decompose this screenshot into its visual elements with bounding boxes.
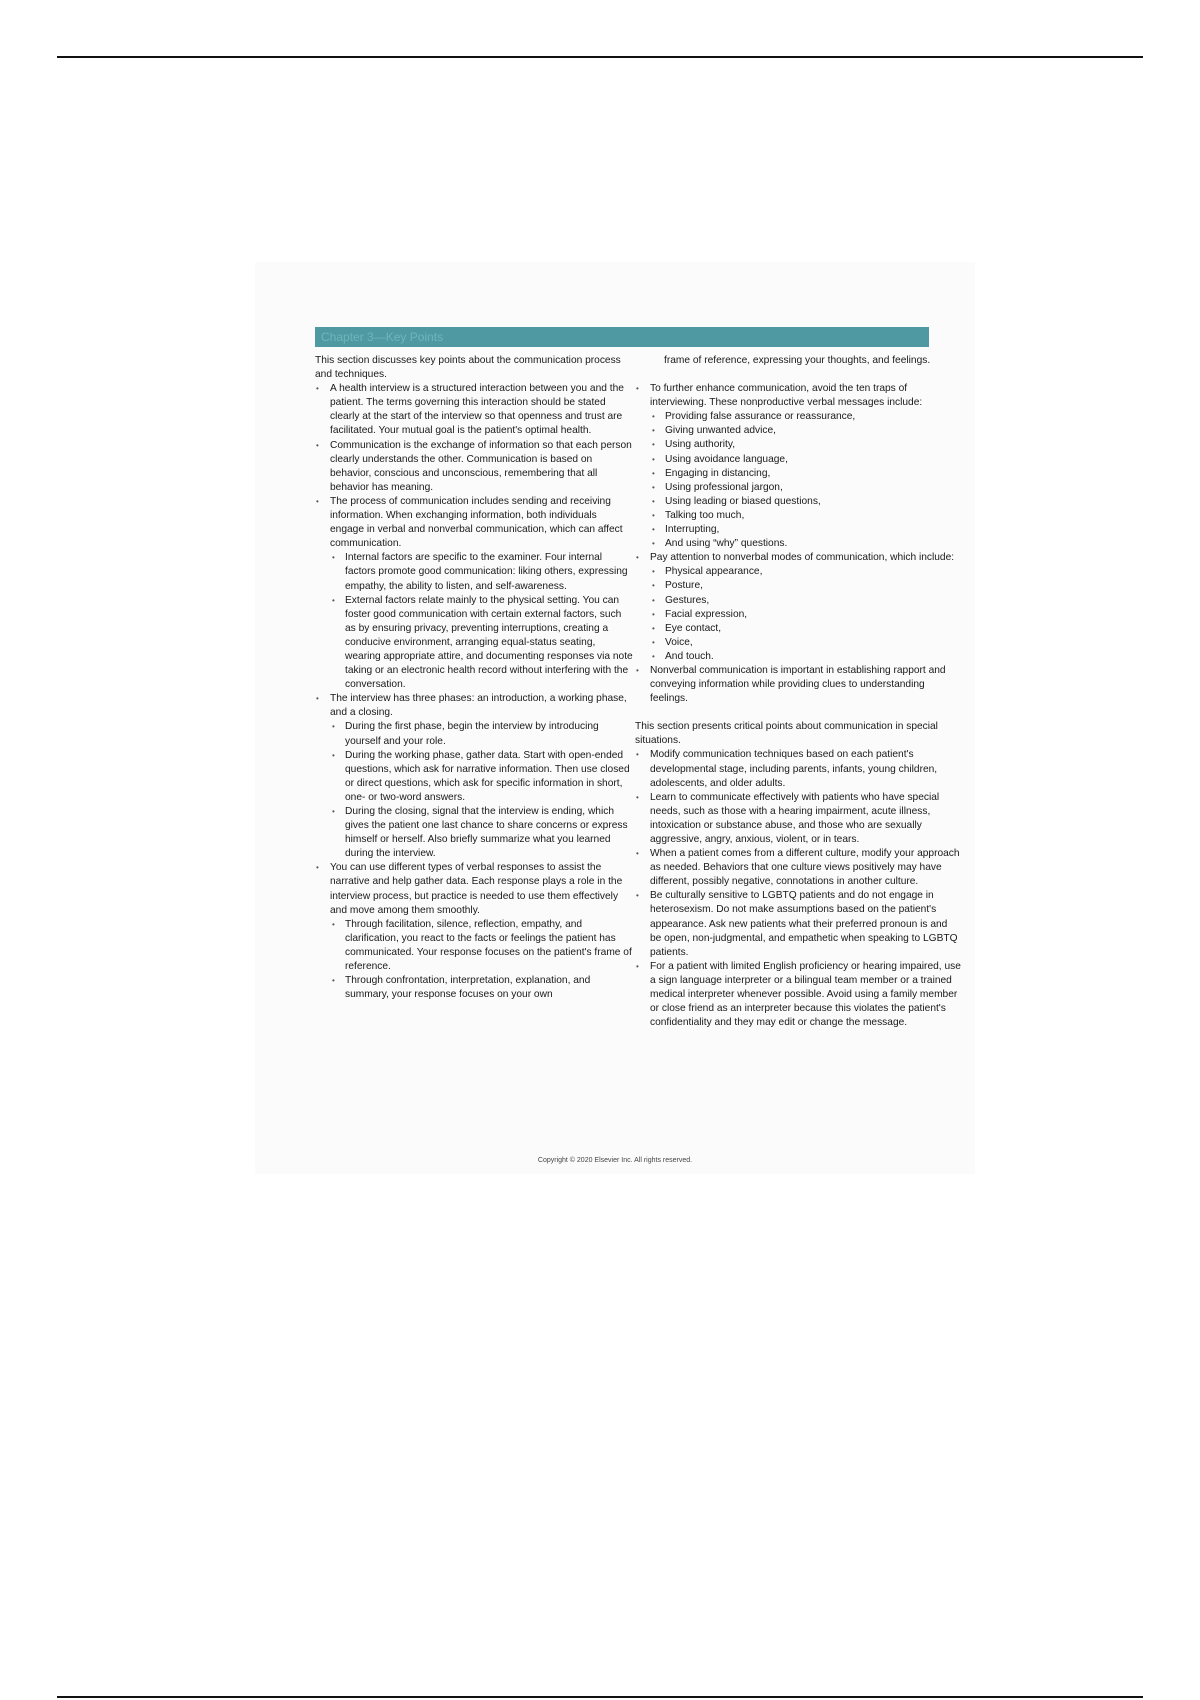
list-item: • Using leading or biased questions, (650, 495, 961, 509)
list-item: • Nonverbal communication is important in establishing rapport and conveying information while providing clues to understanding feelings. (635, 664, 961, 706)
list-item: • Talking too much, (650, 509, 961, 523)
document-page (255, 262, 975, 1174)
list-item: • Posture, (650, 579, 961, 593)
continued-text: frame of reference, expressing your thoughts, and feelings. (664, 355, 931, 366)
list-item: • When a patient comes from a different culture, modify your approach as needed. Behaviors that one culture views positively may have different, possibly negative, connotations in another culture. (635, 847, 961, 889)
special-situations-list (635, 748, 961, 1030)
list-item: • To further enhance communication, avoid the ten traps of interviewing. These nonproductive verbal messages include: • Providing false assurance or reassurance, • Giving unwanted advice, • Using authority, • Using avoidance language, • Engaging in distancing, • Using professional jargon, • Using leading or biased questions, • Talking too much, • Interrupting, • And using “why” questions. (635, 382, 961, 551)
list-item: • During the closing, signal that the interview is ending, which gives the patient one last chance to share concerns or express himself or herself. Also briefly summarize what you learned during the interview. (330, 805, 633, 861)
list-item: • A health interview is a structured interaction between you and the patient. The terms governing this interaction should be stated clearly at the start of the interview so that openness and trust are facilitated. Your mutual goal is the patient's optimal health. (315, 382, 633, 438)
nonverbal-modes-list (650, 565, 961, 664)
list-item: • And using “why” questions. (650, 537, 961, 551)
list-item: • Internal factors are specific to the examiner. Four internal factors promote good communication: liking others, expressing empathy, the ability to listen, and self-awareness. (330, 551, 633, 593)
list-item: • Modify communication techniques based on each patient's developmental stage, including parents, infants, young children, adolescents, and older adults. (635, 748, 961, 790)
list-item: • Using avoidance language, (650, 453, 961, 467)
list-item: • And touch. (650, 650, 961, 664)
list-item: • Physical appearance, (650, 565, 961, 579)
traps-list (650, 410, 961, 551)
sub-list (330, 720, 633, 861)
list-item: • Voice, (650, 636, 961, 650)
list-item: • Learn to communicate effectively with patients who have special needs, such as those with a hearing impairment, acute illness, intoxication or substance abuse, and those who are sexually aggressive, angry, anxious, violent, or in tears. (635, 791, 961, 847)
intro-paragraph: This section discusses key points about the communication process and techniques. (315, 355, 621, 381)
list-item: • Interrupting, (650, 523, 961, 537)
chapter-title: Chapter 3—Key Points (321, 330, 444, 344)
chapter-banner (315, 327, 929, 347)
list-item: • External factors relate mainly to the physical setting. You can foster good communication with certain external factors, such as by ensuring privacy, preventing interruptions, creating a conducive environment, arranging equal-status seating, wearing appropriate attire, and documenting responses via note taking or an electronic health record without interfering with the conversation. (330, 594, 633, 693)
list-item: • Communication is the exchange of information so that each person clearly understands the other. Communication is based on behavior, conscious and unconscious, remembering that all behavior has meaning. (315, 439, 633, 495)
list-item: • During the first phase, begin the interview by introducing yourself and your role. (330, 720, 633, 748)
list-item: • During the working phase, gather data. Start with open-ended questions, which ask for narrative information. Then use closed or direct questions, which ask for specific information in short, one- or two-word answers. (330, 749, 633, 805)
right-column (635, 354, 961, 1030)
list-item: • Giving unwanted advice, (650, 424, 961, 438)
list-item: • Using professional jargon, (650, 481, 961, 495)
list-item: • Using authority, (650, 438, 961, 452)
list-item: • Eye contact, (650, 622, 961, 636)
copyright-footer: Copyright © 2020 Elsevier Inc. All rights reserved. (537, 1157, 693, 1164)
list-item: • Through facilitation, silence, reflection, empathy, and clarification, you react to the facts or feelings the patient has communicated. Your response focuses on the patient's frame of reference. (330, 918, 633, 974)
bottom-rule (57, 1696, 1143, 1698)
sub-list (330, 918, 633, 1003)
list-item: • Engaging in distancing, (650, 467, 961, 481)
list-item: • Pay attention to nonverbal modes of communication, which include: • Physical appearance, • Posture, • Gestures, • Facial expression, • Eye contact, • Voice, • And touch. (635, 551, 961, 664)
top-rule (57, 56, 1143, 58)
list-item: • For a patient with limited English proficiency or hearing impaired, use a sign language interpreter or a bilingual team member or a trained medical interpreter whenever possible. Avoid using a family member or close friend as an interpreter because this violates the patient's confidentiality and they may edit or change the message. (635, 960, 961, 1030)
key-points-list (315, 382, 633, 1002)
list-item: • Facial expression, (650, 608, 961, 622)
left-column (315, 354, 633, 1002)
sub-list (330, 551, 633, 692)
list-item: • The interview has three phases: an introduction, a working phase, and a closing. • During the first phase, begin the interview by introducing yourself and your role. • During the working phase, gather data. Start with open-ended questions, which ask for narrative information. Then use closed or direct questions, which ask for specific information in short, one- or two-word answers. • During the closing, signal that the interview is ending, which gives the patient one last chance to share concerns or express himself or herself. Also briefly summarize what you learned during the interview. (315, 692, 633, 861)
list-item: • Gestures, (650, 594, 961, 608)
list-item: • Be culturally sensitive to LGBTQ patients and do not engage in heterosexism. Do not make assumptions based on the patient's appearance. Ask new patients what their preferred pronoun is and be open, non-judgmental, and empathetic when speaking to LGBTQ patients. (635, 889, 961, 959)
list-item: • The process of communication includes sending and receiving information. When exchanging information, both individuals engage in verbal and nonverbal communication, which can affect communication. • Internal factors are specific to the examiner. Four internal factors promote good communication: liking others, expressing empathy, the ability to listen, and self-awareness. • External factors relate mainly to the physical setting. You can foster good communication with certain external factors, such as by ensuring privacy, preventing interruptions, creating a conducive environment, arranging equal-status seating, wearing appropriate attire, and documenting responses via note taking or an electronic health record without interfering with the conversation. (315, 495, 633, 692)
list-item: • Through confrontation, interpretation, explanation, and summary, your response focuses on your own (330, 974, 633, 1002)
list-item: • Providing false assurance or reassurance, (650, 410, 961, 424)
special-situations-intro: This section presents critical points about communication in special situations. (635, 721, 938, 747)
communication-list (635, 382, 961, 706)
list-item: • You can use different types of verbal responses to assist the narrative and help gather data. Each response plays a role in the interview process, but practice is needed to use them effectively and move among them smoothly. • Through facilitation, silence, reflection, empathy, and clarification, you react to the facts or feelings the patient has communicated. Your response focuses on the patient's frame of reference. • Through confrontation, interpretation, explanation, and summary, your response focuses on your own (315, 861, 633, 1002)
